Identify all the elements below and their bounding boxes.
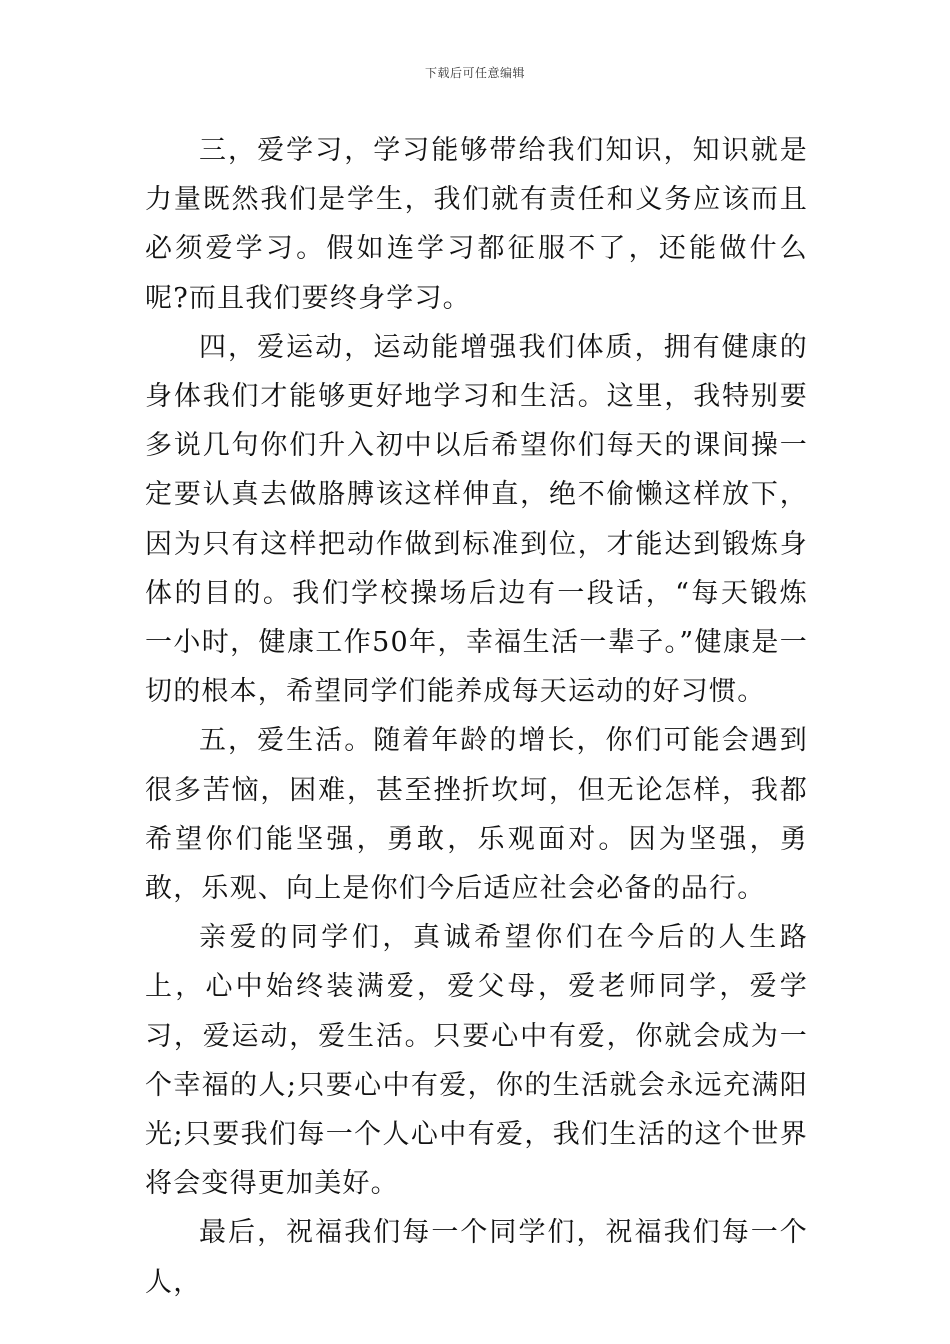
paragraph-dear-students: 亲爱的同学们，真诚希望你们在今后的人生路上，心中始终装满爱，爱父母，爱老师同学，爱学习，爱运动，爱生活。只要心中有爱，你就会成为一个幸福的人;只要心中有爱，你的生活就会永远充满阳光;只要我们每一个人心中有爱，我们生活的这个世界将会变得更加美好。: [145, 922, 808, 1200]
paragraph-love-study: 三，爱学习，学习能够带给我们知识，知识就是力量既然我们是学生，我们就有责任和义务应该而且必须爱学习。假如连学习都征服不了，还能做什么呢?而且我们要终身学习。: [145, 135, 808, 314]
page-header: 下载后可任意编辑: [424, 66, 525, 80]
paragraph-love-sport: 四，爱运动，运动能增强我们体质，拥有健康的身体我们才能够更好地学习和生活。这里，我特别要多说几句你们升入初中以后希望你们每天的课间操一定要认真去做胳膊该这样伸直，绝不偷懒这样放下，因为只有这样把动作做到标准到位，才能达到锻炼身体的目的。我们学校操场后边有一段话，“每天锻炼一小时，健康工作50年，幸福生活一辈子。”健康是一切的根本，希望同学们能养成每天运动的好习惯。: [145, 331, 808, 708]
paragraph-love-life: 五，爱生活。随着年龄的增长，你们可能会遇到很多苦恼，困难，甚至挫折坎坷，但无论怎样，我都希望你们能坚强，勇敢，乐观面对。因为坚强，勇敢，乐观、向上是你们今后适应社会必备的品行。: [145, 725, 808, 905]
paragraph-closing: 最后，祝福我们每一个同学们，祝福我们每一个人，: [145, 1217, 808, 1298]
document-body: [145, 126, 808, 1307]
